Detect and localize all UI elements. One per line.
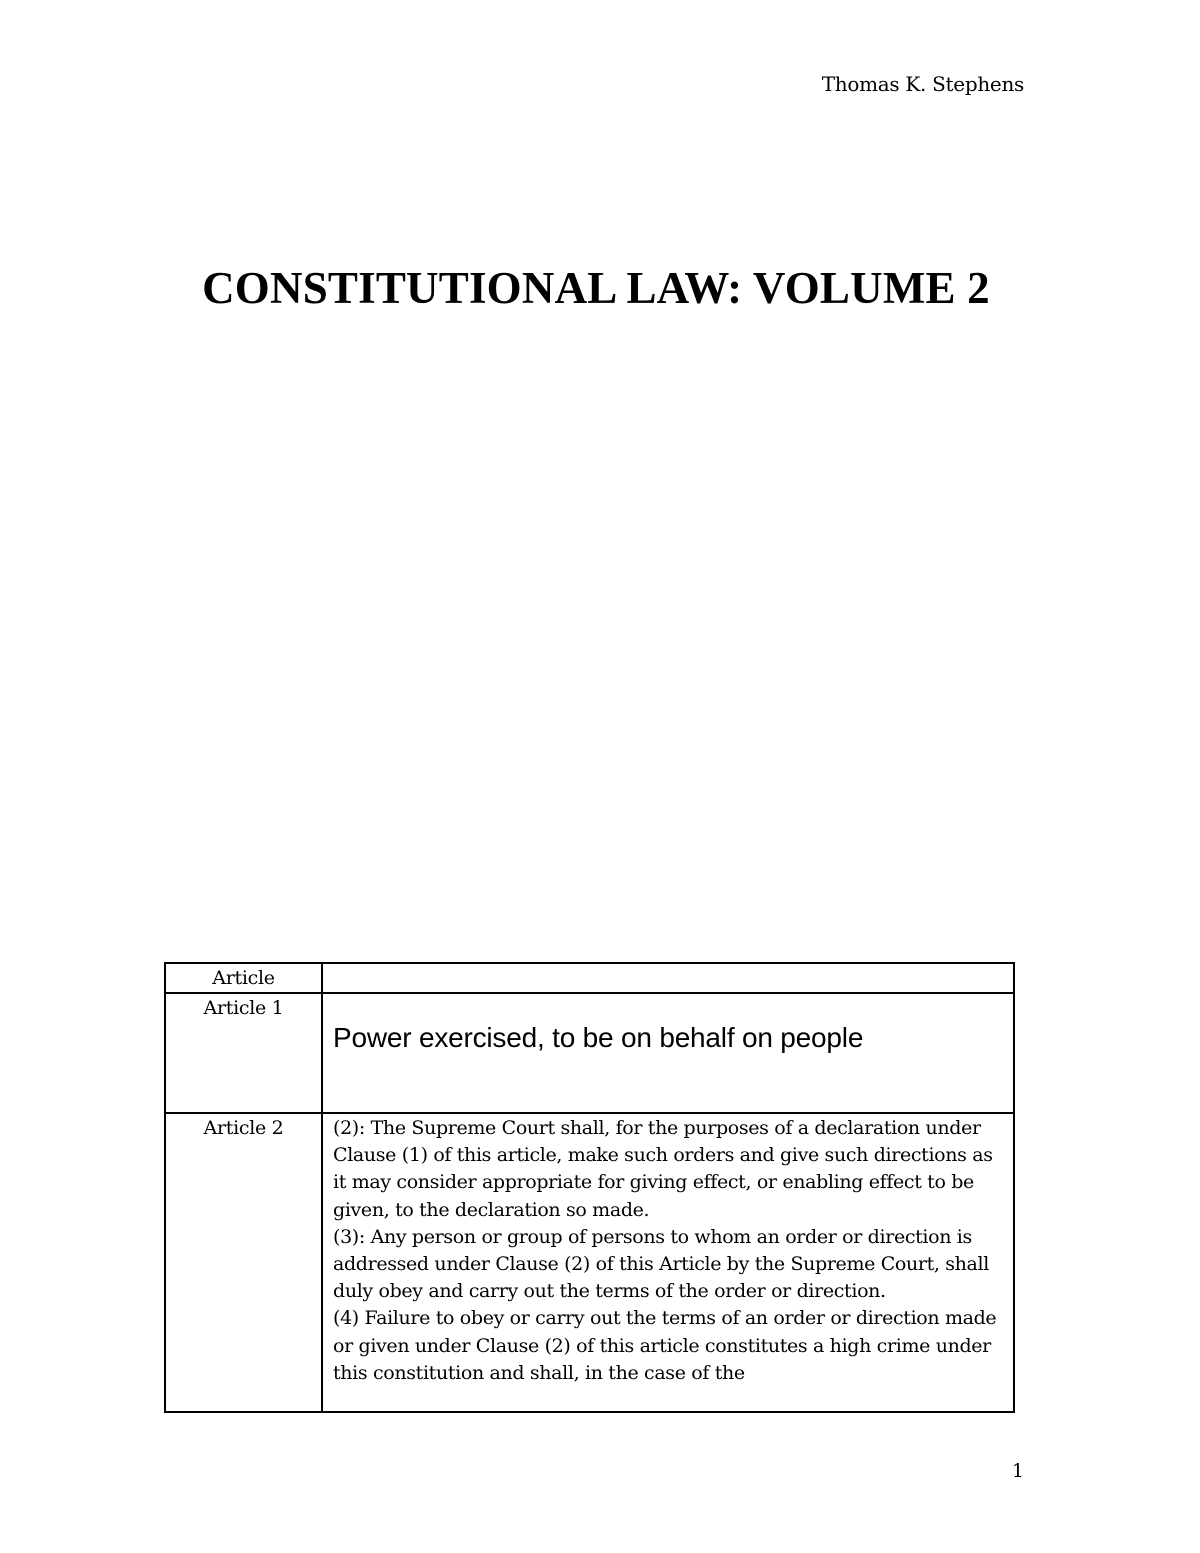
- table-header-article: Article: [165, 963, 322, 993]
- article-label: Article 2: [165, 1113, 322, 1412]
- table-header-row: [165, 963, 1014, 993]
- clause-paragraph: (3): Any person or group of persons to whom an order or direction is addressed under Clause (2) of this Article by the Supreme Court, shall duly obey and carry out the terms of the order or direction.: [333, 1225, 989, 1303]
- table-row: [165, 1113, 1014, 1412]
- clause-paragraph: (4) Failure to obey or carry out the terms of an order or direction made or given under Clause (2) of this article constitutes a high crime under this constitution and shall, in the case of the: [333, 1307, 997, 1384]
- article-label: Article 1: [165, 993, 322, 1113]
- clause-paragraph: (2): The Supreme Court shall, for the purposes of a declaration under Clause (1) of this article, make such orders and give such directions as it may consider appropriate for giving effect, or enabling effect to be given, to the declaration so made.: [333, 1117, 993, 1221]
- document-title: CONSTITUTIONAL LAW: VOLUME 2: [202, 263, 990, 313]
- article-heading: Power exercised, to be on behalf on people: [333, 1022, 864, 1053]
- article-content: [322, 993, 1014, 1113]
- header-author: Thomas K. Stephens: [821, 72, 1024, 96]
- table-row: [165, 993, 1014, 1113]
- page-number: 1: [1011, 1460, 1024, 1482]
- table-header-content: [322, 963, 1014, 993]
- articles-table: [164, 962, 1015, 1413]
- article-content: [322, 1113, 1014, 1412]
- article-text: [323, 1114, 1013, 1409]
